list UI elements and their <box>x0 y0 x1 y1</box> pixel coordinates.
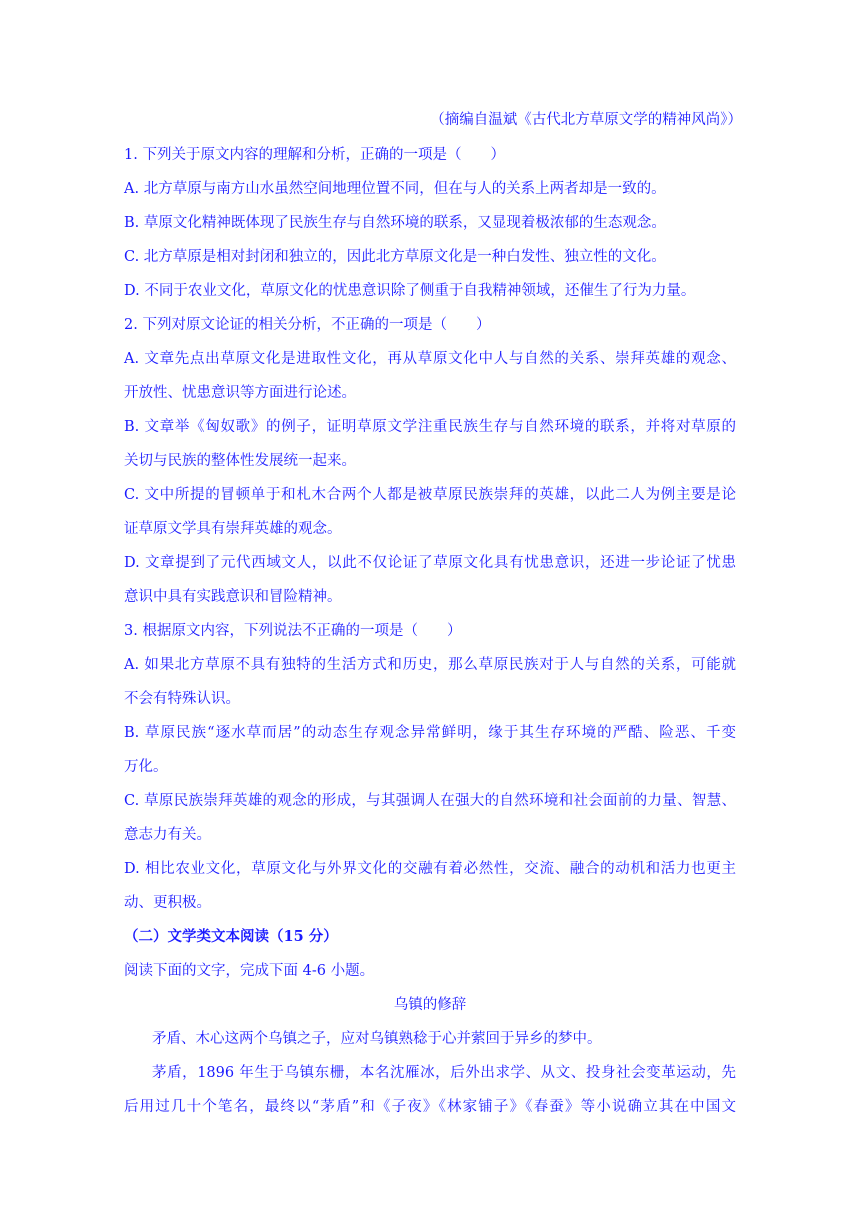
question-2-option-c-line-2: 证草原文学具有崇拜英雄的观念。 <box>124 521 342 537</box>
reading-instruction: 阅读下面的文字，完成下面 4-6 小题。 <box>124 963 375 979</box>
question-3-option-b-line-2: 万化。 <box>124 759 168 775</box>
question-2-option-a-line-1: A. 文章先点出草原文化是进取性文化，再从草原文化中人与自然的关系、崇拜英雄的观念、 <box>124 351 736 367</box>
question-3-option-a-line-1: A. 如果北方草原不具有独特的生活方式和历史，那么草原民族对于人与自然的关系，可能就 <box>124 657 736 673</box>
paragraph-2-line-1: 茅盾，1896 年生于乌镇东栅，本名沈雁冰，后外出求学、从文、投身社会变革运动，先 <box>152 1065 736 1081</box>
source-citation: （摘编自温斌《古代北方草原文学的精神风尚》） <box>430 112 742 128</box>
question-2-option-d-line-1: D. 文章提到了元代西域文人，以此不仅论证了草原文化具有忧患意识，还进一步论证了忧患 <box>124 555 736 571</box>
question-3-option-c-line-2: 意志力有关。 <box>124 827 211 843</box>
question-3-option-d-line-2: 动、更积极。 <box>124 895 211 911</box>
question-3-option-c-line-1: C. 草原民族崇拜英雄的观念的形成，与其强调人在强大的自然环境和社会面前的力量、智慧、 <box>124 793 736 809</box>
question-2-stem: 2. 下列对原文论证的相关分析，不正确的一项是（ ） <box>124 317 491 333</box>
section-heading: （二）文学类文本阅读（15 分） <box>124 928 338 945</box>
question-1-option-c: C. 北方草原是相对封闭和独立的，因此北方草原文化是一种白发性、独立性的文化。 <box>124 249 666 265</box>
question-1-option-b: B. 草原文化精神既体现了民族生存与自然环境的联系，又显现着极浓郁的生态观念。 <box>124 215 666 231</box>
question-2-option-c-line-1: C. 文中所提的冒顿单于和札木合两个人都是被草原民族崇拜的英雄，以此二人为例主要是论 <box>124 487 736 503</box>
paragraph-2-line-2: 后用过几十个笔名，最终以“茅盾”和《子夜》《林家铺子》《春蚕》等小说确立其在中国文 <box>124 1099 736 1115</box>
question-3-option-a-line-2: 不会有特殊认识。 <box>124 691 240 707</box>
question-3-stem: 3. 根据原文内容，下列说法不正确的一项是（ ） <box>124 623 462 639</box>
question-1-stem: 1. 下列关于原文内容的理解和分析，正确的一项是（ ） <box>124 147 505 163</box>
question-3-option-b-line-1: B. 草原民族“逐水草而居”的动态生存观念异常鲜明，缘于其生存环境的严酷、险恶、千变 <box>124 725 736 741</box>
question-2-option-a-line-2: 开放性、忧患意识等方面进行论述。 <box>124 385 356 401</box>
question-1-option-a: A. 北方草原与南方山水虽然空间地理位置不同，但在与人的关系上两者却是一致的。 <box>124 181 666 197</box>
question-2-option-d-line-2: 意识中具有实践意识和冒险精神。 <box>124 589 342 605</box>
question-2-option-b-line-1: B. 文章举《匈奴歌》的例子，证明草原文学注重民族生存与自然环境的联系，并将对草原的 <box>124 419 736 435</box>
question-1-option-d: D. 不同于农业文化，草原文化的忧患意识除了侧重于自我精神领域，还催生了行为力量。 <box>124 283 696 299</box>
question-3-option-d-line-1: D. 相比农业文化，草原文化与外界文化的交融有着必然性，交流、融合的动机和活力也更主 <box>124 861 736 877</box>
paragraph-1: 矛盾、木心这两个乌镇之子，应对乌镇熟稔于心并萦回于异乡的梦中。 <box>152 1031 602 1047</box>
question-2-option-b-line-2: 关切与民族的整体性发展统一起来。 <box>124 453 356 469</box>
article-title: 乌镇的修辞 <box>393 997 467 1013</box>
